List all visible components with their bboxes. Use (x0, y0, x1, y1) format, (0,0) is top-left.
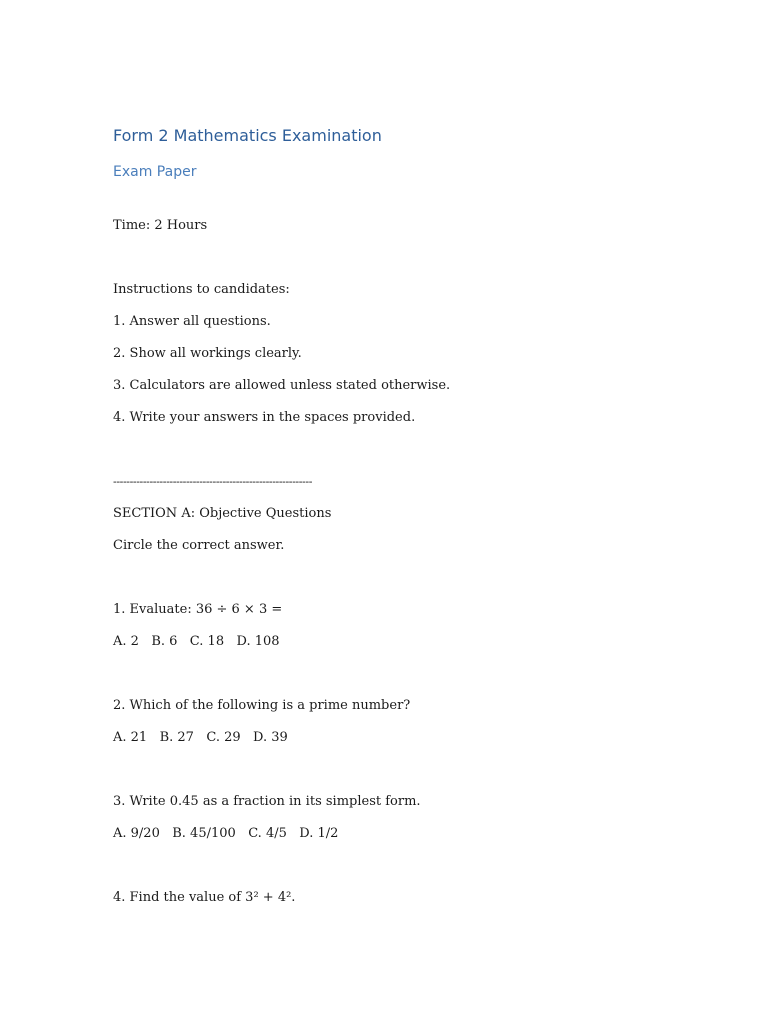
section-heading: SECTION A: Objective Questions (113, 506, 332, 521)
question-text: 4. Find the value of 3² + 4². (113, 890, 296, 905)
question-text: 1. Evaluate: 36 ÷ 6 × 3 = (113, 602, 283, 617)
instructions-heading: Instructions to candidates: (113, 282, 290, 297)
question-options: A. 9/20 B. 45/100 C. 4/5 D. 1/2 (113, 826, 339, 841)
question-options: A. 21 B. 27 C. 29 D. 39 (113, 730, 288, 745)
instruction-item: 3. Calculators are allowed unless stated otherwise. (113, 378, 451, 393)
instruction-item: 1. Answer all questions. (113, 314, 271, 329)
document-subtitle: Exam Paper (113, 164, 197, 180)
exam-duration: Time: 2 Hours (113, 218, 208, 233)
question-options: A. 2 B. 6 C. 18 D. 108 (113, 634, 280, 649)
question-text: 3. Write 0.45 as a fraction in its simplest form. (113, 794, 421, 809)
section-divider: ------------------------------------------------------------ (113, 475, 313, 488)
section-instruction: Circle the correct answer. (113, 538, 285, 553)
question-text: 2. Which of the following is a prime number? (113, 698, 411, 713)
instruction-item: 2. Show all workings clearly. (113, 346, 302, 361)
instruction-item: 4. Write your answers in the spaces provided. (113, 410, 416, 425)
document-title: Form 2 Mathematics Examination (113, 126, 382, 145)
